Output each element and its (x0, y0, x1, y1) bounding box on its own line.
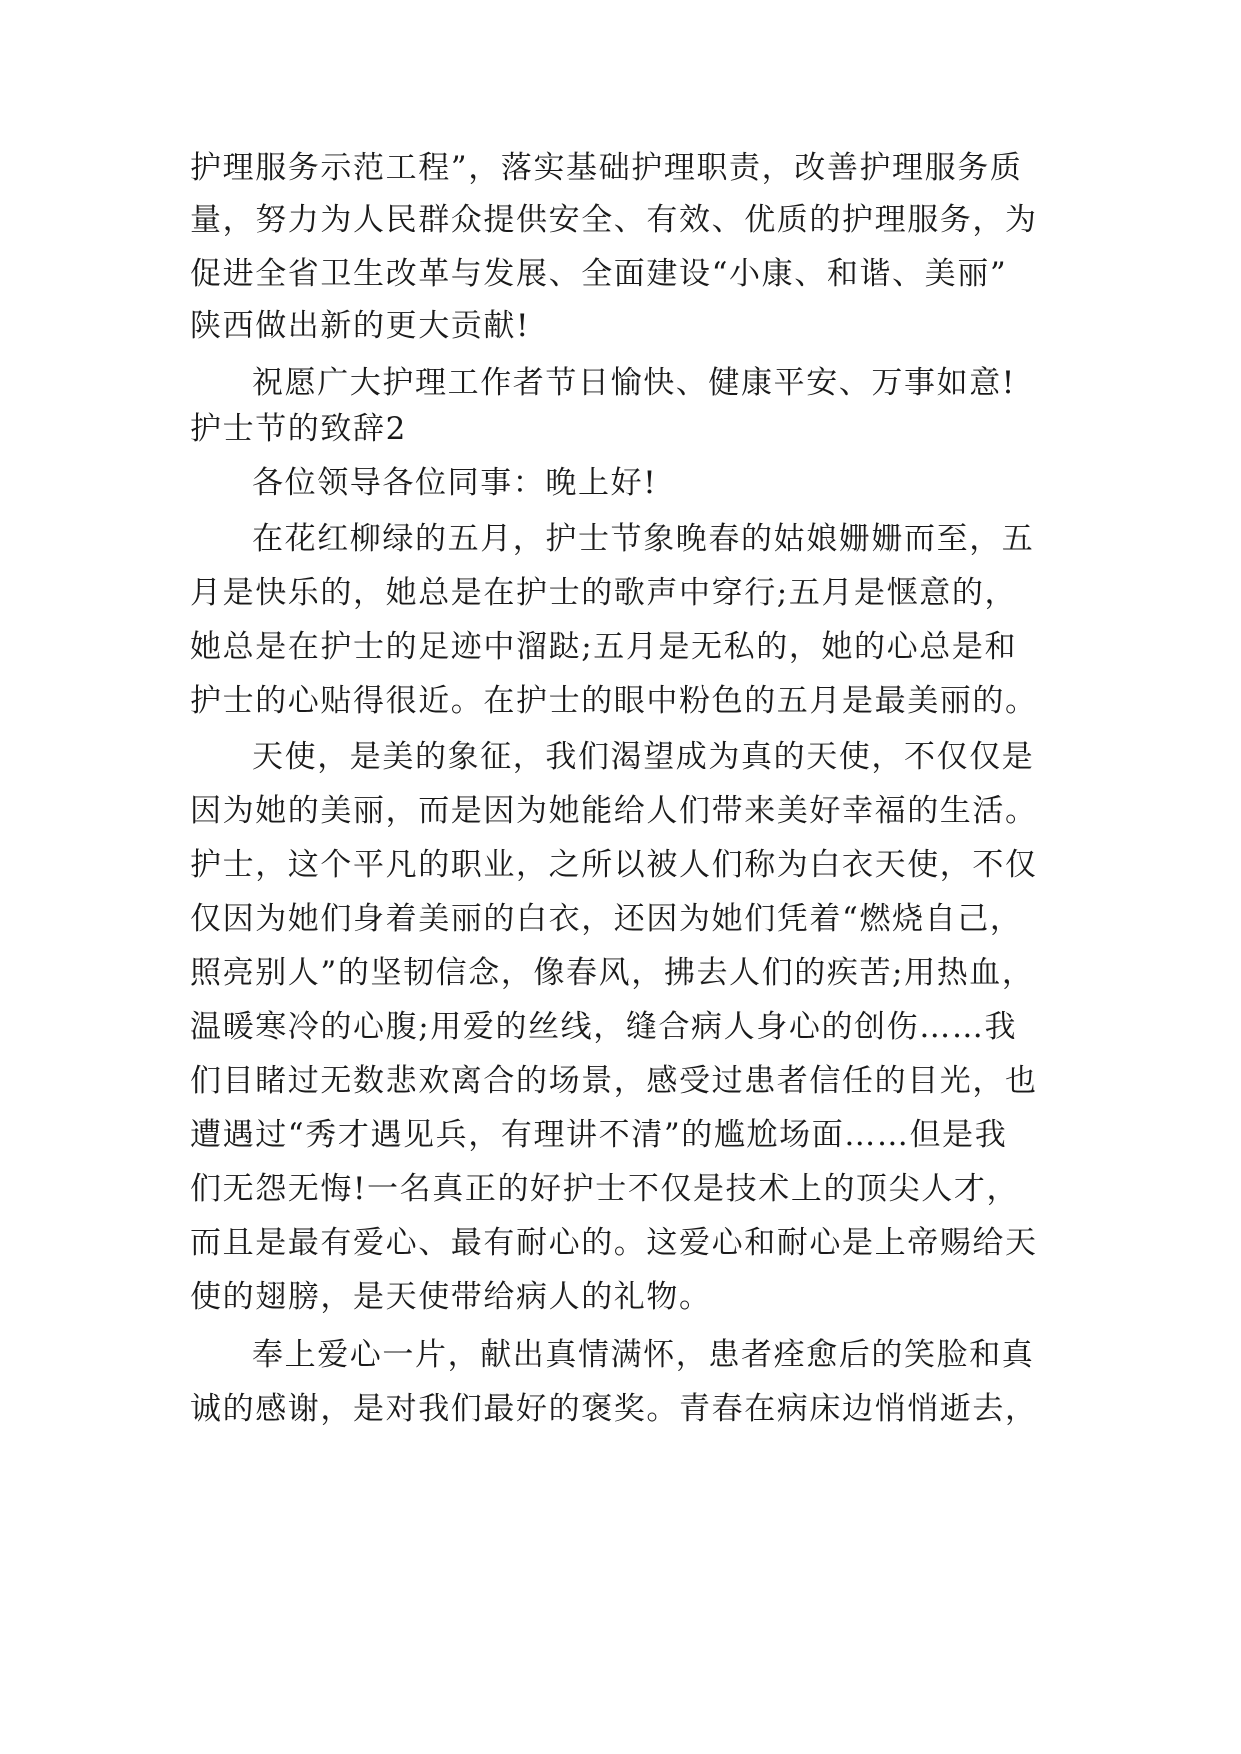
text-line: 诚的感谢，是对我们最好的褒奖。青春在病床边悄悄逝去， (190, 1391, 1038, 1427)
text-line: 们目睹过无数悲欢离合的场景，感受过患者信任的目光，也 (190, 1063, 1038, 1099)
section-heading: 护士节的致辞2 (190, 411, 407, 447)
text-line: 奉上爱心一片，献出真情满怀，患者痊愈后的笑脸和真 (252, 1337, 1035, 1373)
text-line: 遭遇过“秀才遇见兵，有理讲不清”的尴尬场面……但是我 (190, 1117, 1008, 1153)
text-line: 天使，是美的象征，我们渴望成为真的天使，不仅仅是 (252, 739, 1035, 775)
text-line: 在花红柳绿的五月，护士节象晚春的姑娘姗姗而至，五 (252, 521, 1035, 557)
text-line: 护士的心贴得很近。在护士的眼中粉色的五月是最美丽的。 (190, 683, 1038, 719)
text-line: 月是快乐的，她总是在护士的歌声中穿行;五月是惬意的， (190, 575, 1018, 611)
text-line: 照亮别人”的坚韧信念，像春风，拂去人们的疾苦;用热血， (190, 955, 1035, 991)
text-line: 而且是最有爱心、最有耐心的。这爱心和耐心是上帝赐给天 (190, 1225, 1038, 1261)
text-line: 使的翅膀，是天使带给病人的礼物。 (190, 1279, 712, 1315)
text-line: 们无怨无悔!一名真正的好护士不仅是技术上的顶尖人才， (190, 1171, 1020, 1207)
text-line: 因为她的美丽，而是因为她能给人们带来美好幸福的生活。 (190, 793, 1038, 829)
text-line: 陕西做出新的更大贡献! (190, 308, 531, 344)
text-line: 促进全省卫生改革与发展、全面建设“小康、和谐、美丽” (190, 256, 1008, 292)
text-line: 仅因为她们身着美丽的白衣，还因为她们凭着“燃烧自己， (190, 901, 1023, 937)
text-line: 护理服务示范工程”，落实基础护理职责，改善护理服务质 (190, 150, 1023, 186)
text-line: 护士，这个平凡的职业，之所以被人们称为白衣天使，不仅 (190, 847, 1038, 883)
text-line: 量，努力为人民群众提供安全、有效、优质的护理服务，为 (190, 202, 1038, 238)
text-line: 温暖寒冷的心腹;用爱的丝线，缝合病人身心的创伤……我 (190, 1009, 1018, 1045)
text-line: 祝愿广大护理工作者节日愉快、健康平安、万事如意! (252, 365, 1016, 401)
greeting-line: 各位领导各位同事：晚上好! (252, 465, 658, 501)
text-line: 她总是在护士的足迹中溜跶;五月是无私的，她的心总是和 (190, 629, 1018, 665)
